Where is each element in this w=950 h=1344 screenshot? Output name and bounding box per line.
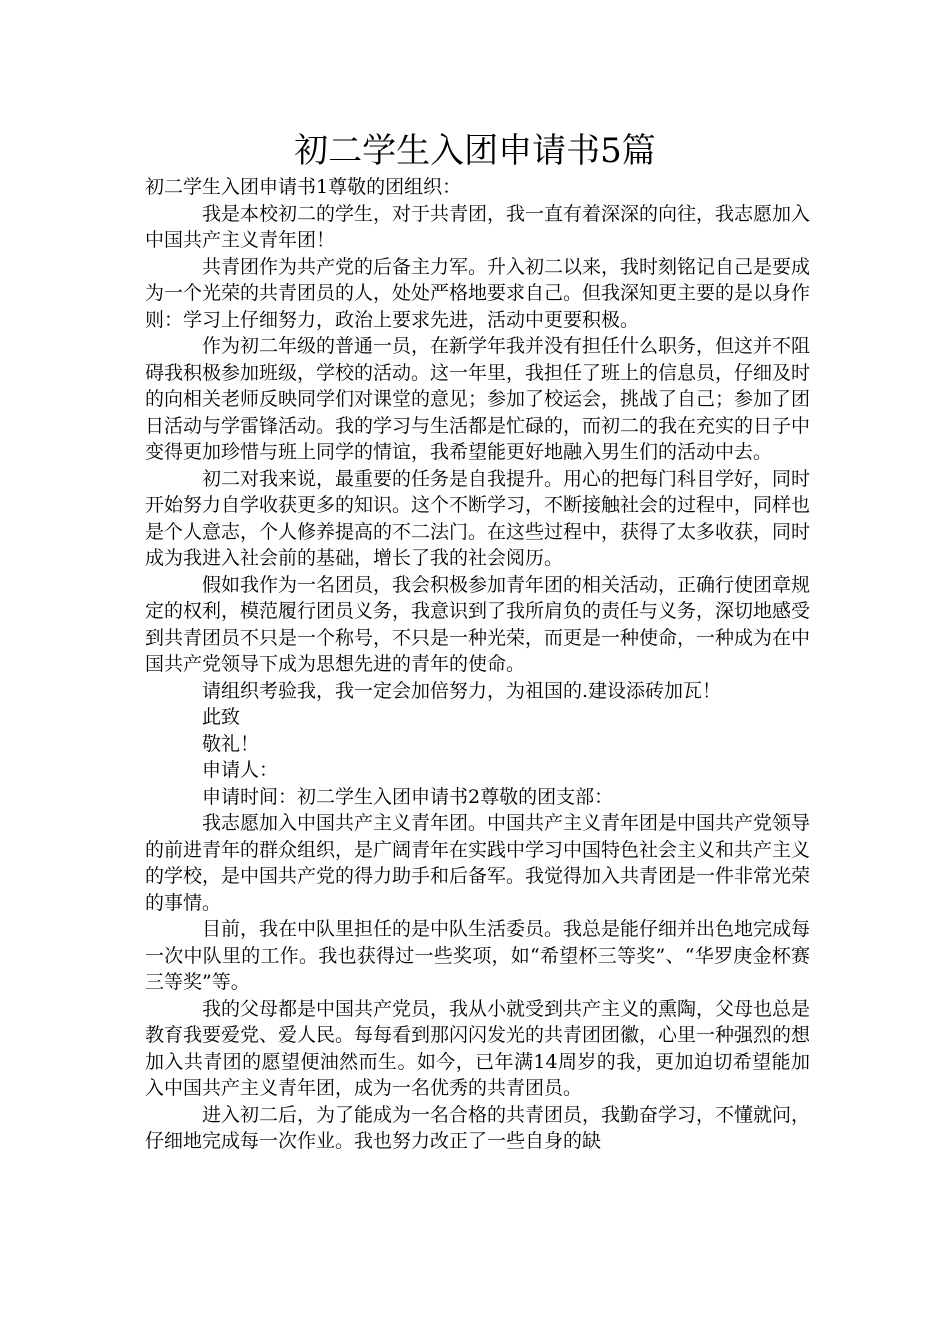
paragraph: 初二对我来说，最重要的任务是自我提升。用心的把每门科目学好，同时开始努力自学收获更多的知识。这个不断学习，不断接触社会的过程中，同样也是个人意志，个人修养提高的不二法门。在这些过程中，获得了太多收获，同时成为我进入社会前的基础，增长了我的社会阅历。 xyxy=(145,467,811,569)
paragraph: 我的父母都是中国共产党员，我从小就受到共产主义的熏陶，父母也总是教育我要爱党、爱人民。每每看到那闪闪发光的共青团团徽，心里一种强烈的想加入共青团的愿望便油然而生。如今，已年满14周岁的我，更加迫切希望能加入中国共产主义青年团，成为一名优秀的共青团员。 xyxy=(145,997,811,1099)
applicant-line: 申请人： xyxy=(202,759,279,781)
closing-line: 敬礼！ xyxy=(202,732,260,755)
paragraph: 作为初二年级的普通一员，在新学年我并没有担任什么职务，但这并不阻碍我积极参加班级，学校的活动。这一年里，我担任了班上的信息员，仔细及时的向相关老师反映同学们对课堂的意见；参加了校运会，挑战了自己；参加了团日活动与学雷锋活动。我的学习与生活都是忙碌的，而初二的我在充实的日子中变得更加珍惜与班上同学的情谊，我希望能更好地融入男生们的活动中去。 xyxy=(145,335,811,463)
paragraph: 我志愿加入中国共产主义青年团。中国共产主义青年团是中国共产党领导的前进青年的群众组织，是广阔青年在实践中学习中国特色社会主义和共产主义的学校，是中国共产党的得力助手和后备军。我觉得加入共青团是一件非常光荣的事情。 xyxy=(145,812,811,914)
salutation-1: 初二学生入团申请书1尊敬的团组织： xyxy=(145,176,462,198)
paragraph: 假如我作为一名团员，我会积极参加青年团的相关活动，正确行使团章规定的权利，模范履行团员义务，我意识到了我所肩负的责任与义务，深切地感受到共青团员不只是一个称号，不只是一种光荣，而更是一种使命，一种成为在中国共产党领导下成为思想先进的青年的使命。 xyxy=(145,573,811,675)
date-line: 申请时间：初二学生入团申请书2尊敬的团支部： xyxy=(202,785,614,808)
paragraph: 我是本校初二的学生，对于共青团，我一直有着深深的向往，我志愿加入中国共产主义青年团！ xyxy=(145,202,811,251)
paragraph: 目前，我在中队里担任的是中队生活委员。我总是能仔细并出色地完成每一次中队里的工作。我也获得过一些奖项，如“希望杯三等奖”、“华罗庚金杯赛三等奖”等。 xyxy=(145,918,811,993)
closing-line: 此致 xyxy=(202,706,241,728)
document-body xyxy=(145,174,810,1155)
paragraph: 进入初二后，为了能成为一名合格的共青团员，我勤奋学习，不懂就问，仔细地完成每一次作业。我也努力改正了一些自身的缺 xyxy=(145,1103,811,1152)
paragraph: 请组织考验我，我一定会加倍努力，为祖国的.建设添砖加瓦！ xyxy=(202,679,722,702)
document-title: 初二学生入团申请书5篇 xyxy=(294,131,656,171)
paragraph: 共青团作为共产党的后备主力军。升入初二以来，我时刻铭记自己是要成为一个光荣的共青团员的人，处处严格地要求自己。但我深知更主要的是以身作则：学习上仔细努力，政治上要求先进，活动中更要积极。 xyxy=(145,255,811,331)
